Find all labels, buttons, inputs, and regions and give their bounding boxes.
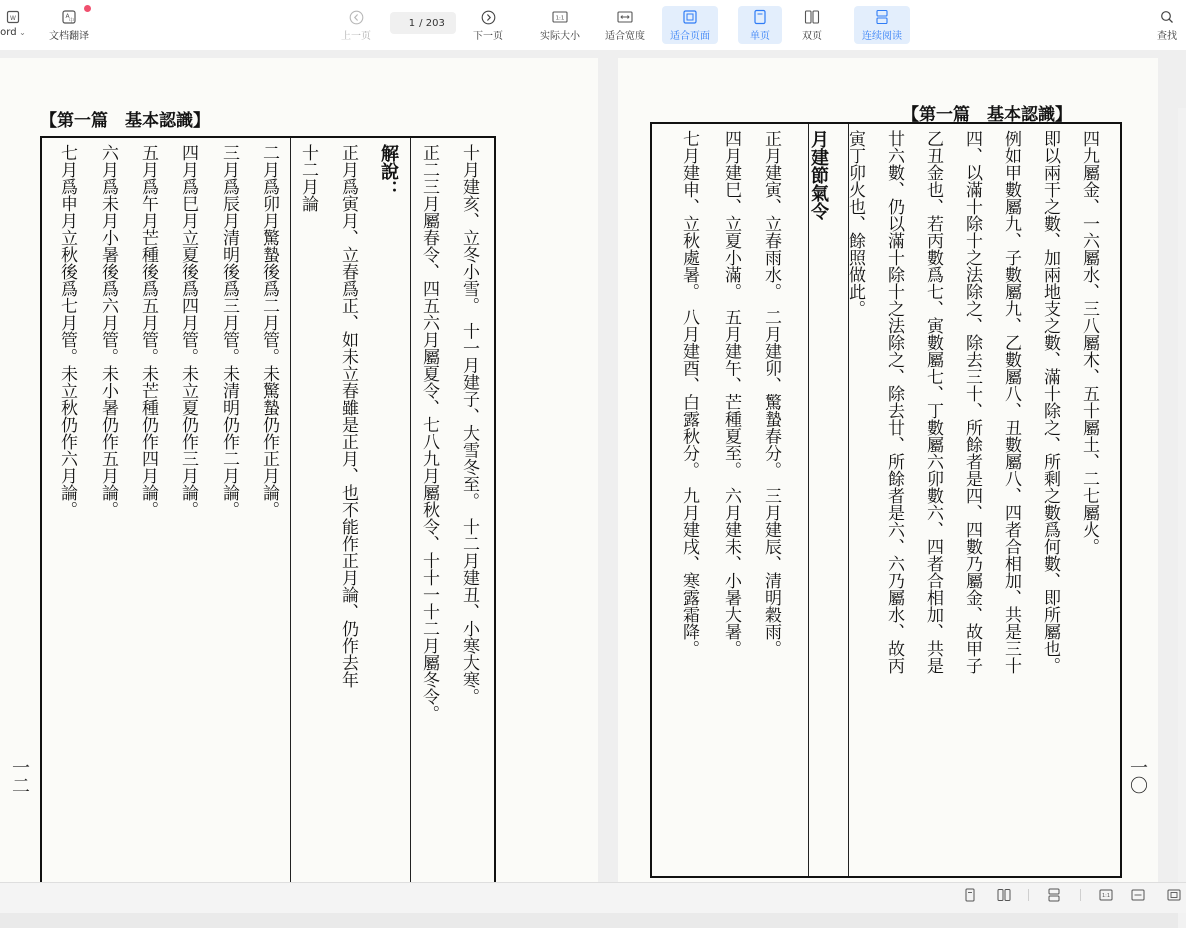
right-page [618,58,1158,882]
text-column: 正月建寅、立春雨水。 二月建卯、驚蟄春分。 三月建辰、清明穀雨。 [761,130,781,657]
next-page-button[interactable] [466,6,510,44]
status-bar [0,882,1186,913]
svg-text:1:1: 1:1 [1101,893,1111,899]
text-column: 例如甲數屬九、子數屬九、乙數屬八、丑數屬八、四者合相加、共是三十 [1001,130,1021,674]
text-column: 正月爲寅月、立春爲正、如未立春雖是正月、也不能作正月論、仍作去年 [338,144,358,688]
section-title: 月建節氣令 [808,130,829,220]
prev-page-button[interactable] [334,6,378,44]
arrow-left-circle-icon [349,8,364,26]
column-rule [290,138,291,882]
text-column: 六月爲未月小暑後爲六月管。未小暑仍作五月論。 [98,144,118,518]
text-column: 七月爲申月立秋後爲七月管。未立秋仍作六月論。 [57,144,77,518]
left-page-number: 一二 [9,758,30,794]
text-column: 四月建巳、立夏小滿。 五月建午、芒種夏至。 六月建未、小暑大暑。 [721,130,741,657]
divider [1028,889,1029,901]
translate-icon [61,8,77,26]
single-page-icon [753,8,767,26]
left-page-text-frame [40,136,496,882]
text-column: 寅丁卯火也、餘照做此。 [845,130,865,317]
text-column: 即以兩干之數、加兩地支之數、滿十除之、所剩之數爲何數、即所屬也。 [1040,130,1060,674]
text-column: 四月爲巳月立夏後爲四月管。未立夏仍作三月論。 [178,144,198,518]
right-page-text-frame [650,122,1122,878]
double-page-label: 双页 [802,31,822,42]
actual-size-label: 实际大小 [540,31,580,42]
text-column: 正二三月屬春令、四五六月屬夏令、七八九月屬秋令、十十一十二月屬冬令。 [419,144,439,722]
fit-page-label: 适合页面 [670,31,710,42]
vertical-scrollbar[interactable] [1178,108,1186,928]
text-column: 五月爲午月芒種後爲五月管。未芒種仍作四月論。 [138,144,158,518]
chevron-down-icon: ⌄ [16,28,26,37]
notification-dot [84,5,91,12]
actual-size-icon [552,8,568,26]
text-column: 四九屬金、一六屬水、三八屬木、五十屬土、二七屬火。 [1079,130,1099,555]
continuous-reading-button[interactable] [854,6,910,44]
document-viewport[interactable] [0,50,1186,882]
prev-page-label: 上一页 [341,31,371,42]
fit-page-icon [682,8,698,26]
fit-width-view-icon[interactable] [1130,887,1146,903]
page-number-input[interactable] [401,18,415,29]
to-word-label: ord [0,27,17,38]
text-column: 解說： [378,144,399,198]
actual-size-button[interactable] [532,6,588,44]
double-page-button[interactable] [792,6,832,44]
single-page-button[interactable] [738,6,782,44]
next-page-label: 下一页 [473,31,503,42]
column-rule [808,124,809,876]
fit-width-button[interactable] [598,6,652,44]
page-total: / 203 [419,17,445,29]
continuous-view-icon[interactable] [1046,887,1062,903]
text-column: 廿六數、仍以滿十除十之法除之、除去廿、所餘者是六、六乃屬水、故丙 [884,130,904,674]
toolbar [0,0,1186,50]
divider [1080,889,1081,901]
single-page-label: 单页 [750,31,770,42]
fit-page-view-icon[interactable] [1166,887,1182,903]
find-button[interactable] [1150,6,1184,44]
text-column: 十二月論 [298,144,318,212]
single-page-view-icon[interactable] [962,887,978,903]
svg-text:中: 中 [68,18,75,24]
arrow-right-circle-icon [481,8,496,26]
text-column: 四、以滿十除十之法除之、除去三十、所餘者是四、四數乃屬金、故甲子 [962,130,982,674]
text-column: 二月爲卯月驚蟄後爲二月管。未驚蟄仍作正月論。 [259,144,279,518]
right-page-header: 【第一篇 基本認識】 [902,105,1072,125]
continuous-reading-icon [874,8,890,26]
svg-text:W: W [10,15,16,22]
page-indicator [390,12,456,34]
double-page-icon [804,8,820,26]
fit-width-label: 适合宽度 [605,31,645,42]
column-rule [410,138,411,882]
svg-text:A: A [65,13,70,20]
to-word-button[interactable] [0,6,30,44]
doc-translate-label: 文档翻译 [49,31,89,42]
text-column: 三月爲辰月清明後爲三月管。未清明仍作二月論。 [219,144,239,518]
double-page-view-icon[interactable] [996,887,1012,903]
left-page [0,58,598,882]
actual-size-view-icon[interactable] [1098,887,1114,903]
text-column: 十月建亥、立冬小雪。 十一月建子、大雪冬至。 十二月建丑、小寒大寒。 [459,144,479,705]
find-label: 查找 [1157,31,1177,42]
word-icon [6,8,20,26]
fit-width-icon [617,8,633,26]
svg-text:1:1: 1:1 [555,15,565,22]
left-page-header: 【第一篇 基本認識】 [40,111,210,131]
right-page-number: 一〇 [1127,758,1148,794]
text-column: 乙丑金也、若丙數爲七、寅數屬七、丁數屬六卯數六、四者合相加、共是 [923,130,943,674]
fit-page-button[interactable] [662,6,718,44]
continuous-reading-label: 连续阅读 [862,31,902,42]
text-column: 七月建申、立秋處暑。 八月建酉、白露秋分。 九月建戌、寒露霜降。 [679,130,699,657]
search-icon [1160,8,1174,26]
